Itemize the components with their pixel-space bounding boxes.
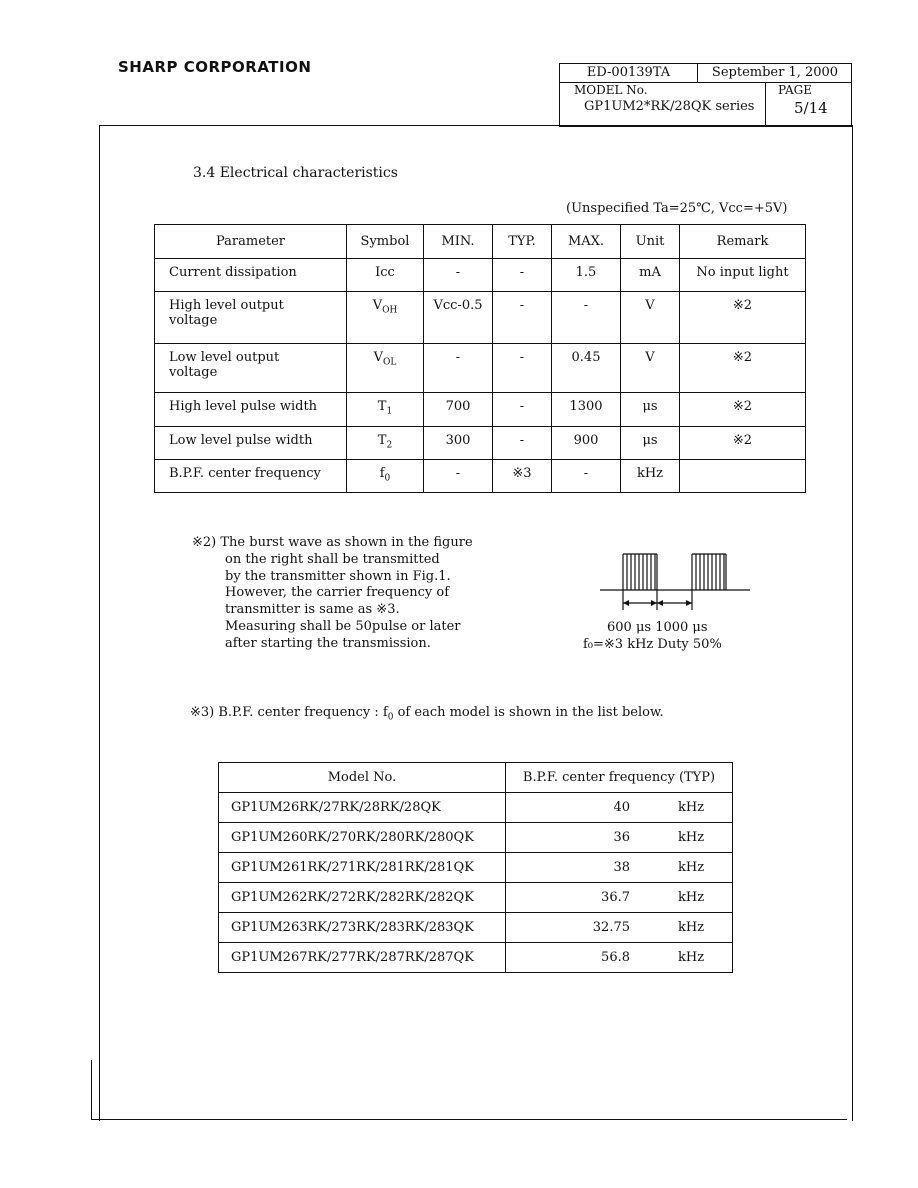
burst-2 — [692, 554, 726, 590]
table-row — [219, 853, 733, 883]
header-symbol: Symbol — [347, 225, 424, 259]
remark-cell: ※2 — [680, 393, 806, 427]
symbol-text: f — [379, 466, 385, 481]
typ-cell: - — [493, 393, 552, 427]
frequency-value: 36 — [613, 830, 630, 845]
param-cell — [155, 292, 347, 344]
min-cell: 300 — [424, 427, 493, 460]
document-number: ED-00139TA — [560, 64, 698, 82]
remark-cell: ※2 — [680, 344, 806, 393]
symbol-cell: Icc — [347, 259, 424, 292]
typ-cell: - — [493, 259, 552, 292]
note-2-mark: ※2) — [192, 535, 217, 550]
frequency-value: 36.7 — [601, 890, 630, 905]
test-condition: (Unspecified Ta=25℃, Vcc=+5V) — [566, 201, 788, 216]
symbol-text: V — [373, 350, 384, 365]
symbol-cell — [347, 292, 424, 344]
typ-cell: - — [493, 427, 552, 460]
frequency-cell — [506, 853, 733, 883]
note-2-line: by the transmitter shown in Fig.1. — [225, 568, 451, 584]
table-row — [155, 460, 806, 493]
table-row — [219, 793, 733, 823]
table-row — [155, 292, 806, 344]
frequency-unit: kHz — [678, 860, 705, 875]
frequency-unit: kHz — [678, 890, 705, 905]
remark-cell: No input light — [680, 259, 806, 292]
max-cell: 0.45 — [552, 344, 621, 393]
header-parameter: Parameter — [155, 225, 347, 259]
param-cell: High level pulse width — [155, 393, 347, 427]
frequency-unit: kHz — [678, 920, 705, 935]
max-cell: 1.5 — [552, 259, 621, 292]
section-title: 3.4 Electrical characteristics — [193, 165, 398, 181]
frequency-value: 32.75 — [592, 920, 630, 935]
symbol-subscript: 2 — [386, 440, 393, 451]
table-row — [219, 823, 733, 853]
frequency-value: 56.8 — [601, 950, 630, 965]
model-cell: GP1UM263RK/273RK/283RK/283QK — [219, 913, 506, 943]
symbol-cell — [347, 460, 424, 493]
min-cell: Vcc-0.5 — [424, 292, 493, 344]
document-date: September 1, 2000 — [711, 65, 839, 80]
note-2-line: transmitter is same as ※3. — [225, 602, 400, 618]
frequency-cell — [506, 823, 733, 853]
param-line: voltage — [169, 365, 218, 380]
page-label: PAGE — [778, 83, 812, 97]
remark-cell — [680, 460, 806, 493]
page-number: 5/14 — [794, 99, 828, 117]
remark-cell: ※2 — [680, 292, 806, 344]
symbol-cell — [347, 393, 424, 427]
note-2-line: However, the carrier frequency of — [225, 585, 450, 601]
frequency-cell — [506, 793, 733, 823]
max-cell: - — [552, 292, 621, 344]
table-row — [219, 943, 733, 973]
page-box — [765, 82, 852, 126]
param-cell — [155, 344, 347, 393]
model-value: GP1UM2*RK/28QK series — [584, 99, 755, 114]
frequency-cell — [506, 883, 733, 913]
symbol-cell — [347, 427, 424, 460]
max-cell: 1300 — [552, 393, 621, 427]
header-max: MAX. — [552, 225, 621, 259]
param-cell: B.P.F. center frequency — [155, 460, 347, 493]
model-label: MODEL No. — [574, 83, 648, 97]
typ-cell: - — [493, 292, 552, 344]
symbol-subscript: 1 — [386, 406, 393, 417]
table-row — [155, 393, 806, 427]
note-2-text: The burst wave as shown in the figure — [220, 535, 473, 550]
frequency-value: 38 — [613, 860, 630, 875]
unit-cell: μs — [621, 427, 680, 460]
document-header-box — [559, 63, 852, 127]
symbol-text: T — [377, 433, 387, 448]
header-unit: Unit — [621, 225, 680, 259]
bpf-header-row — [219, 763, 733, 793]
page-frame-bottom — [91, 1119, 847, 1120]
table-row — [155, 427, 806, 460]
header-model: Model No. — [219, 763, 506, 793]
param-cell: Current dissipation — [155, 259, 347, 292]
model-cell: GP1UM260RK/270RK/280RK/280QK — [219, 823, 506, 853]
header-bpf-frequency: B.P.F. center frequency (TYP) — [506, 763, 733, 793]
table-row — [219, 913, 733, 943]
param-line: voltage — [169, 313, 218, 328]
symbol-cell — [347, 344, 424, 393]
symbol-subscript: OH — [382, 305, 398, 316]
note-2 — [192, 535, 473, 653]
unit-cell: V — [621, 292, 680, 344]
note-2-line — [192, 535, 473, 552]
model-cell: GP1UM262RK/272RK/282RK/282QK — [219, 883, 506, 913]
note-2-line: on the right shall be transmitted — [225, 551, 440, 567]
param-cell: Low level pulse width — [155, 427, 347, 460]
header-remark: Remark — [680, 225, 806, 259]
note-3-text-before: ※3) B.P.F. center frequency : f — [190, 705, 388, 720]
min-cell: - — [424, 259, 493, 292]
max-cell: - — [552, 460, 621, 493]
param-line: High level output — [169, 298, 284, 313]
min-cell: - — [424, 460, 493, 493]
table-row — [219, 883, 733, 913]
unit-cell: mA — [621, 259, 680, 292]
note-3-subscript: 0 — [387, 712, 394, 723]
header-typ: TYP. — [493, 225, 552, 259]
table-row — [155, 259, 806, 292]
header-min: MIN. — [424, 225, 493, 259]
frequency-cell — [506, 913, 733, 943]
unit-cell: kHz — [621, 460, 680, 493]
table-row — [155, 344, 806, 393]
model-cell: GP1UM261RK/271RK/281RK/281QK — [219, 853, 506, 883]
frequency-unit: kHz — [678, 800, 705, 815]
frequency-cell — [506, 943, 733, 973]
min-cell: 700 — [424, 393, 493, 427]
symbol-text: V — [372, 298, 383, 313]
note-2-line: Measuring shall be 50pulse or later — [225, 618, 461, 634]
param-line: Low level output — [169, 350, 280, 365]
model-cell: GP1UM267RK/277RK/287RK/287QK — [219, 943, 506, 973]
symbol-subscript: 0 — [384, 473, 391, 484]
unit-cell: V — [621, 344, 680, 393]
unit-cell: μs — [621, 393, 680, 427]
note-2-line: after starting the transmission. — [225, 635, 431, 651]
page-frame-left-edge — [91, 1060, 92, 1120]
symbol-subscript: OL — [383, 357, 397, 368]
frequency-unit: kHz — [678, 830, 705, 845]
electrical-characteristics-table — [154, 224, 806, 493]
model-cell: GP1UM26RK/27RK/28RK/28QK — [219, 793, 506, 823]
burst-1 — [623, 554, 657, 590]
header-top-row — [560, 64, 851, 83]
figure-caption-timing: 600 μs 1000 μs — [607, 620, 708, 635]
typ-cell: ※3 — [493, 460, 552, 493]
note-3-text-after: of each model is shown in the list below. — [393, 705, 664, 720]
frequency-unit: kHz — [678, 950, 705, 965]
max-cell: 900 — [552, 427, 621, 460]
frequency-value: 40 — [613, 800, 630, 815]
burst-wave-figure — [598, 548, 758, 618]
remark-cell: ※2 — [680, 427, 806, 460]
min-cell: - — [424, 344, 493, 393]
symbol-text: T — [377, 399, 387, 414]
figure-caption-frequency: f₀=※3 kHz Duty 50% — [583, 637, 722, 652]
company-name: SHARP CORPORATION — [118, 58, 312, 76]
bpf-frequency-table — [218, 762, 733, 973]
typ-cell: - — [493, 344, 552, 393]
note-3 — [190, 705, 664, 723]
